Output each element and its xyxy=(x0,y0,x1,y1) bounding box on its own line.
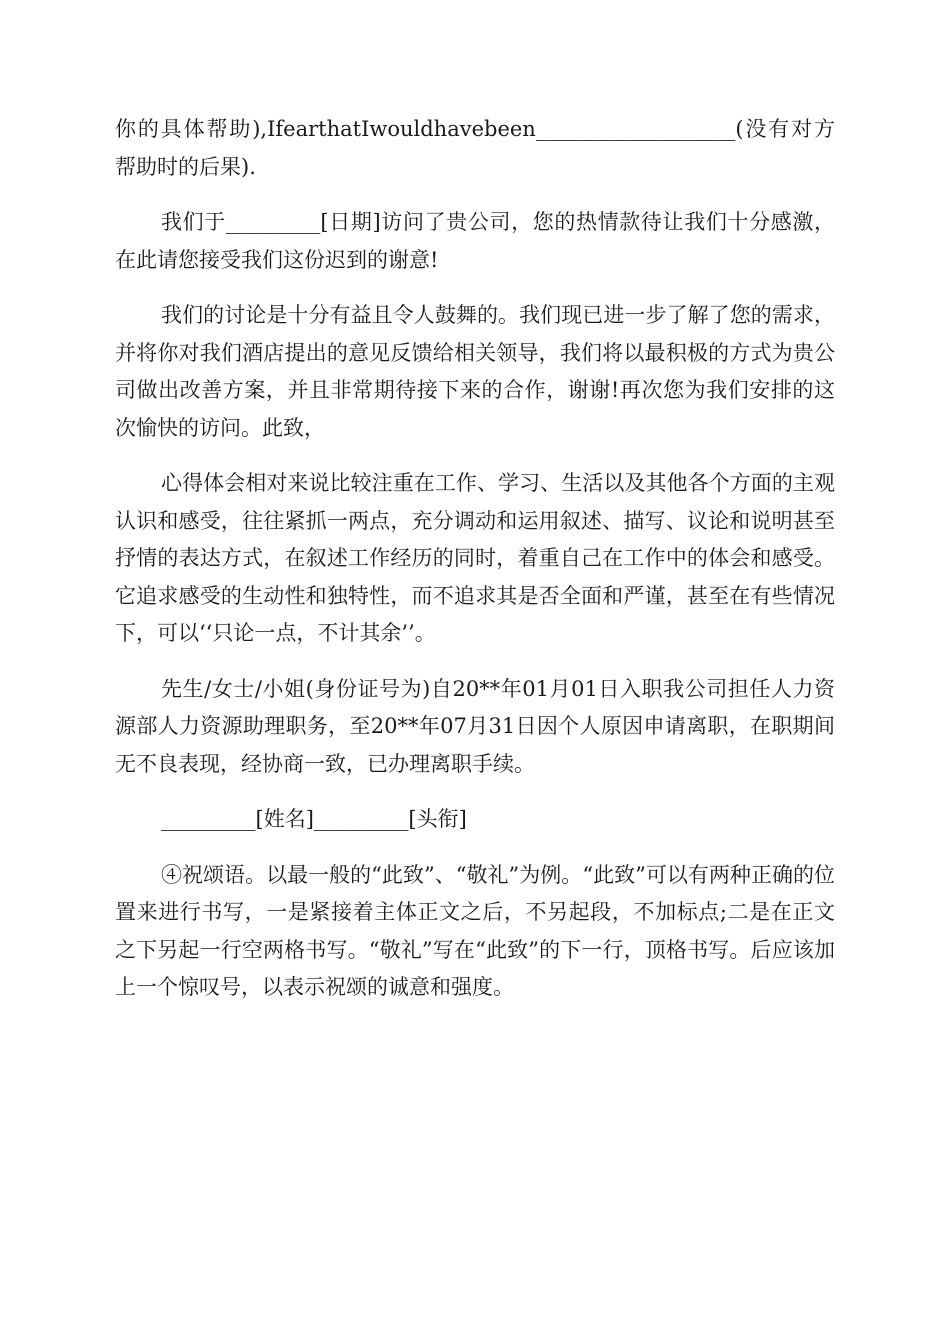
paragraph-experience-notes: 心得体会相对来说比较注重在工作、学习、生活以及其他各个方面的主观认识和感受，往往紧抓一两点，充分调动和运用叙述、描写、议论和说明甚至抒情的表达方式，在叙述工作经历的同时，着重自己在工作中的体会和感受。它追求感受的生动性和独特性，而不追求其是否全面和严谨，甚至在有些情况下，可以‘‘只论一点，不计其余’’。 xyxy=(115,471,835,645)
paragraph-signature-line: _________[姓名]_________[头衔] xyxy=(161,807,467,831)
document-page xyxy=(115,111,835,1025)
paragraph-visit-thanks: 我们于_________[日期]访问了贵公司，您的热情款待让我们十分感激，在此请您接受我们这份迟到的谢意! xyxy=(115,210,835,272)
paragraph-closing-phrases: ④祝颂语。以最一般的“此致”、“敬礼”为例。“此致”可以有两种正确的位置来进行书写，一是紧接着主体正文之后，不另起段，不加标点;二是在正文之下另起一行空两格书写。“敬礼”写在“此致”的下一行，顶格书写。后应该加上一个惊叹号，以表示祝颂的诚意和强度。 xyxy=(115,862,835,999)
paragraph-resignation-proof: 先生/女士/小姐(身份证号为)自20**年01月01日入职我公司担任人力资源部人力资源助理职务，至20**年07月31日因个人原因申请离职，在职期间无不良表现，经协商一致，已办理离职手续。 xyxy=(115,676,835,776)
paragraph-discussion: 我们的讨论是十分有益且令人鼓舞的。我们现已进一步了解了您的需求，并将你对我们酒店提出的意见反馈给相关领导，我们将以最积极的方式为贵公司做出改善方案，并且非常期待接下来的合作，谢谢!再次您为我们安排的这次愉快的访问。此致， xyxy=(115,303,835,440)
paragraph-continuation-fear: 你的具体帮助),IfearthatIwouldhavebeen___________________(没有对方帮助时的后果). xyxy=(115,117,835,179)
